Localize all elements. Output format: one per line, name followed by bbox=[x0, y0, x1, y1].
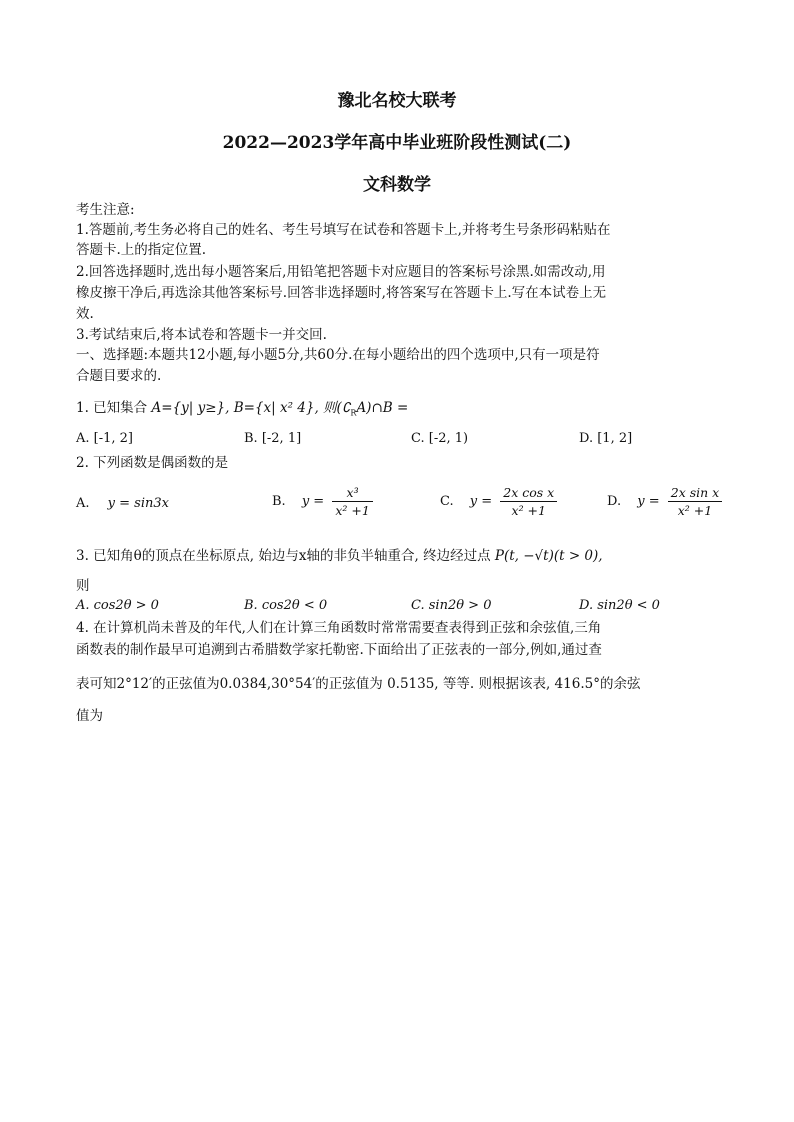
q1-option-d: D. [1, 2] bbox=[579, 431, 633, 446]
q2-c-label: C. bbox=[440, 494, 454, 509]
q2-b-label: B. bbox=[272, 494, 286, 509]
question-4-line-c: 表可知2°12′的正弦值为0.0384,30°54′的正弦值为 0.5135, 等等. 则根据该表, 416.5°的余弦 bbox=[76, 676, 641, 692]
q1-option-a: A. [-1, 2] bbox=[76, 431, 133, 446]
q2-c-fraction bbox=[500, 484, 557, 519]
q1-complement-sub: R bbox=[350, 408, 357, 418]
notice-item-3: 3.考试结束后,将本试卷和答题卡一并交回. bbox=[76, 327, 327, 343]
notice-item-2c: 效. bbox=[76, 306, 94, 322]
q2-d-numerator: 2x sin x bbox=[668, 484, 722, 502]
notice-item-2a: 2.回答选择题时,选出每小题答案后,用铅笔把答题卡对应题目的答案标号涂黑.如需改动,用 bbox=[76, 264, 606, 280]
question-1-stem bbox=[76, 398, 726, 424]
question-4-line-d: 值为 bbox=[76, 708, 103, 724]
notice-item-2b: 橡皮擦干净后,再选涂其他答案标号.回答非选择题时,将答案写在答题卡上.写在本试卷上无 bbox=[76, 285, 607, 301]
q2-d-lhs: y = bbox=[637, 494, 660, 509]
q2-d-denominator: x² +1 bbox=[677, 503, 713, 518]
q1-stem-text: 1. 已知集合 bbox=[76, 400, 148, 416]
section1-heading-a: 一、选择题:本题共12小题,每小题5分,共60分.在每小题给出的四个选项中,只有一项是符 bbox=[76, 347, 600, 363]
notice-item-1a: 1.答题前,考生务必将自己的姓名、考生号填写在试卷和答题卡上,并将考生号条形码粘贴在 bbox=[76, 222, 611, 238]
question-4-line-b: 函数表的制作最早可追溯到古希腊数学家托勒密.下面给出了正弦表的一部分,例如,通过查 bbox=[76, 642, 602, 658]
q3-option-c: C. sin2θ > 0 bbox=[411, 598, 492, 613]
q2-option-b bbox=[272, 484, 373, 519]
q2-a-label: A. bbox=[76, 496, 90, 511]
question-3-stem-b: 则 bbox=[76, 578, 90, 594]
exam-title: 2022—2023学年高中毕业班阶段性测试(二) bbox=[222, 133, 572, 153]
q2-b-fraction bbox=[332, 484, 372, 519]
q1-option-c: C. [-2, 1) bbox=[411, 431, 469, 446]
question-3-options bbox=[76, 598, 726, 620]
q3-point: P(t, −√t)(t > 0), bbox=[494, 548, 603, 564]
q2-b-numerator: x³ bbox=[332, 484, 372, 502]
question-1-options bbox=[76, 431, 726, 453]
q2-b-lhs: y = bbox=[301, 494, 325, 509]
subject-title: 文科数学 bbox=[363, 175, 431, 195]
question-2-options bbox=[76, 484, 726, 528]
q3-stem-a: 3. 已知角θ的顶点在坐标原点, 始边与x轴的非负半轴重合, 终边经过点 bbox=[76, 548, 491, 564]
q2-c-numerator: 2x cos x bbox=[500, 484, 557, 502]
q2-option-c bbox=[440, 484, 557, 519]
q1-stem-math: A={y| y≥}, B={x| x² 4}, 则(∁ bbox=[151, 400, 351, 416]
q2-option-d bbox=[607, 484, 722, 519]
q1-option-b: B. [-2, 1] bbox=[244, 431, 302, 446]
q3-option-d: D. sin2θ < 0 bbox=[579, 598, 660, 613]
q1-stem-tail: A)∩B = bbox=[356, 400, 409, 416]
question-2-stem: 2. 下列函数是偶函数的是 bbox=[76, 455, 229, 471]
section1-heading-b: 合题目要求的. bbox=[76, 368, 162, 384]
notice-item-1b: 答题卡.上的指定位置. bbox=[76, 242, 207, 258]
q2-d-fraction bbox=[668, 484, 722, 519]
org-title: 豫北名校大联考 bbox=[337, 91, 457, 111]
q2-c-lhs: y = bbox=[469, 494, 493, 509]
q2-b-denominator: x² +1 bbox=[335, 503, 370, 518]
notice-label: 考生注意: bbox=[76, 202, 135, 218]
question-4-line-a: 4. 在计算机尚未普及的年代,人们在计算三角函数时常常需要查表得到正弦和余弦值,三角 bbox=[76, 620, 602, 636]
q2-a-expr: y = sin3x bbox=[107, 496, 169, 511]
q2-option-a bbox=[76, 496, 169, 511]
question-3-stem bbox=[76, 546, 726, 566]
q2-d-label: D. bbox=[607, 494, 622, 509]
q3-option-a: A. cos2θ > 0 bbox=[76, 598, 159, 613]
q3-option-b: B. cos2θ < 0 bbox=[244, 598, 328, 613]
q2-c-denominator: x² +1 bbox=[511, 503, 546, 518]
